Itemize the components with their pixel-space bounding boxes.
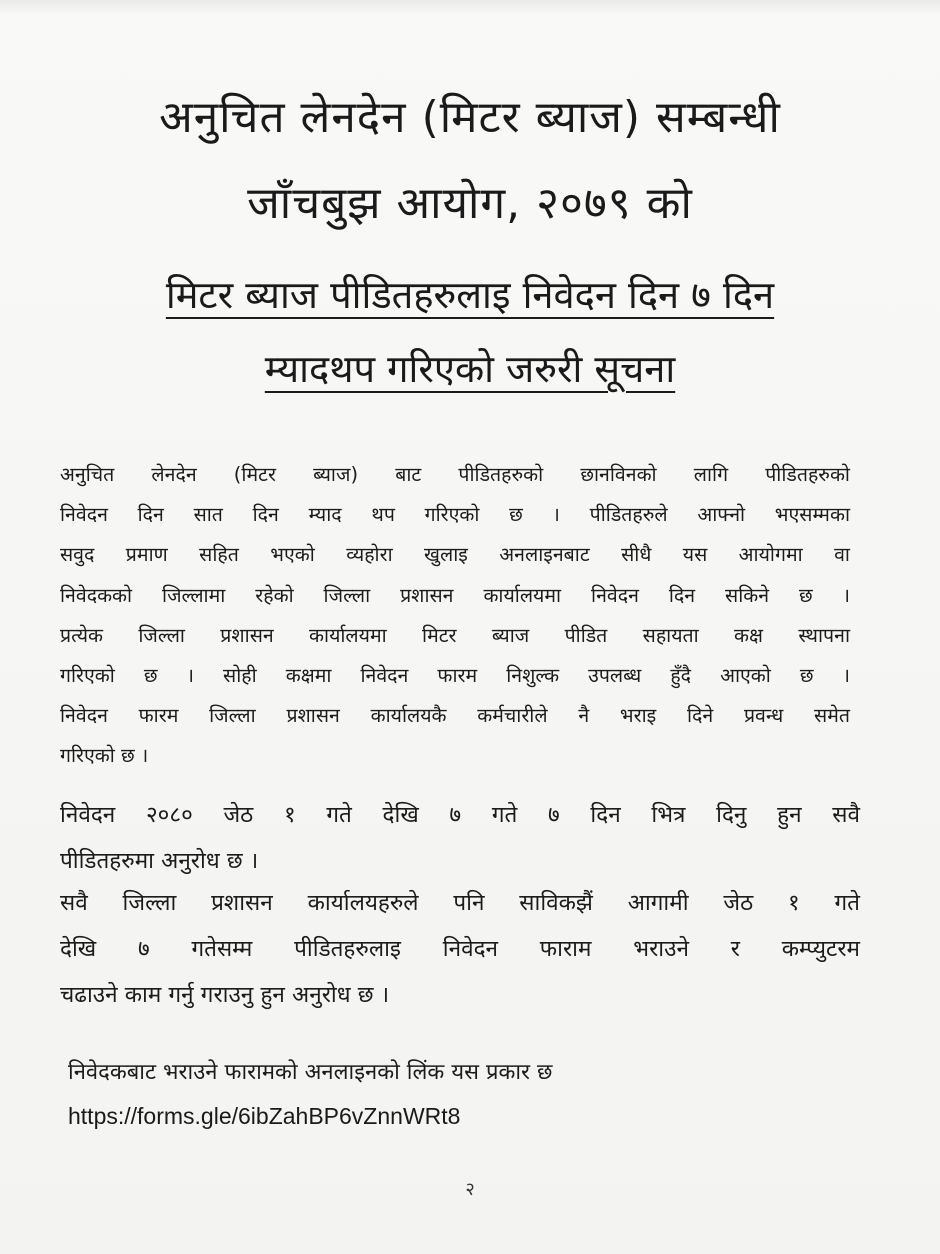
paragraph-line: सवै जिल्ला प्रशासन कार्यालयहरुले पनि साविकझैं आगामी जेठ १ गते [60, 890, 860, 916]
subtitle-text-1: मिटर ब्याज पीडितहरुलाइ निवेदन दिन ७ दिन [165, 273, 775, 317]
notice-paragraph-3 [60, 880, 860, 1018]
link-intro-text: निवेदकबाट भराउने फारामको अनलाइनको लिंक यस प्रकार छ [68, 1060, 553, 1085]
title-line-2: जाँचबुझ आयोग, २०७९ को [247, 178, 693, 229]
paragraph-line: निवेदन २०८० जेठ १ गते देखि ७ गते ७ दिन भित्र दिनु हुन सवै [60, 802, 860, 828]
subtitle-line-2 [0, 342, 940, 396]
subtitle-line-1 [0, 268, 940, 322]
paragraph-line: सवुद प्रमाण सहित भएको व्यहोरा खुलाइ अनलाइनबाट सीधै यस आयोगमा वा [60, 543, 850, 567]
paragraph-line: गरिएको छ । [60, 744, 149, 768]
form-link[interactable]: https://forms.gle/6ibZahBP6vZnnWRt8 [68, 1103, 461, 1129]
page-edge-shadow [0, 0, 940, 14]
page-number: २ [465, 1179, 475, 1200]
paragraph-line: निवेदन दिन सात दिन म्याद थप गरिएको छ । पीडितहरुले आफ्नो भएसम्मका [60, 503, 850, 527]
notice-paragraph-1 [60, 455, 850, 777]
paragraph-line: अनुचित लेनदेन (मिटर ब्याज) बाट पीडितहरुको छानविनको लागि पीडितहरुको [60, 463, 850, 486]
paragraph-line: निवेदन फारम जिल्ला प्रशासन कार्यालयकै कर्मचारीले नै भराइ दिने प्रवन्ध समेत [60, 704, 850, 728]
paragraph-line: देखि ७ गतेसम्म पीडितहरुलाइ निवेदन फाराम भराउने र कम्प्युटरम [60, 936, 860, 962]
paragraph-line: प्रत्येक जिल्ला प्रशासन कार्यालयमा मिटर ब्याज पीडित सहायता कक्ष स्थापना [60, 623, 850, 647]
subtitle-text-2: म्यादथप गरिएको जरुरी सूचना [264, 347, 676, 391]
notice-paragraph-2 [60, 792, 860, 884]
paragraph-line: गरिएको छ । सोही कक्षमा निवेदन फारम निशुल्क उपलब्ध हुँदै आएको छ । [60, 663, 850, 687]
paragraph-line: निवेदकको जिल्लामा रहेको जिल्ला प्रशासन कार्यालयमा निवेदन दिन सकिने छ । [60, 583, 850, 607]
paragraph-line: पीडितहरुमा अनुरोध छ । [60, 848, 259, 874]
title-line-1: अनुचित लेनदेन (मिटर ब्याज) सम्बन्धी [159, 92, 781, 143]
paragraph-line: चढाउने काम गर्नु गराउनु हुन अनुरोध छ । [60, 982, 390, 1008]
